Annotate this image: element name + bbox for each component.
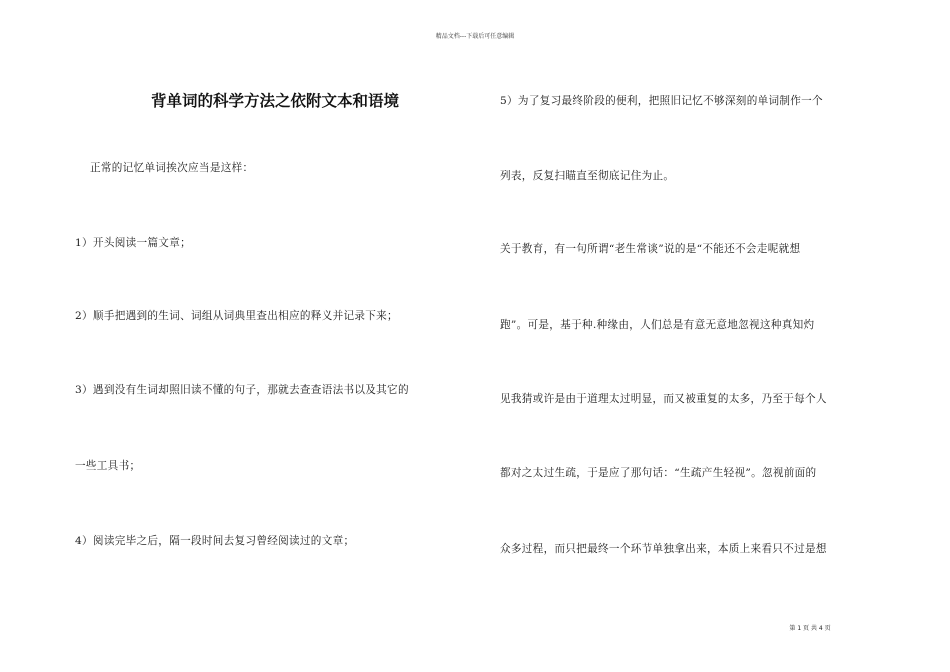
- step-3-continuation: 一些工具书；: [75, 460, 141, 472]
- step-2-line: 2）顺手把遇到的生词、词组从词典里查出相应的释义并记录下来；: [75, 310, 398, 322]
- paragraph-line-3: 见我猜或许是由于道理太过明显，而又被重复的太多，乃至于每个人: [500, 393, 827, 405]
- step-1-line: 1）开头阅读一篇文章；: [75, 237, 191, 249]
- document-title: 背单词的科学方法之依附文本和语境: [150, 92, 399, 110]
- step-5-continuation: 列表，反复扫瞄直至彻底记住为止。: [500, 170, 675, 182]
- paragraph-line-2: 跑”。可是，基于种.种缘由，人们总是有意无意地忽视这种真知灼: [500, 319, 815, 331]
- paragraph-line-4: 都对之太过生疏，于是应了那句话：“生疏产生轻视”。忽视前面的: [500, 467, 817, 479]
- paragraph-line-1: 关于教育，有一句所谓“老生常谈”说的是“不能还不会走呢就想: [500, 243, 801, 255]
- intro-line: 正常的记忆单词挨次应当是这样：: [90, 162, 254, 174]
- paragraph-line-5: 众多过程，而只把最终一个环节单独拿出来，本质上来看只不过是想: [500, 543, 827, 555]
- page-number: 第 1 页 共 4 页: [789, 625, 831, 632]
- step-5-line: 5）为了复习最终阶段的便利，把照旧记忆不够深刻的单词制作一个: [500, 95, 823, 107]
- header-note: 精品文档---下载后可任意编辑: [435, 33, 515, 40]
- step-3-line: 3）遇到没有生词却照旧读不懂的句子，那就去查查语法书以及其它的: [75, 384, 409, 396]
- step-4-line: 4）阅读完毕之后，隔一段时间去复习曾经阅读过的文章；: [75, 535, 355, 547]
